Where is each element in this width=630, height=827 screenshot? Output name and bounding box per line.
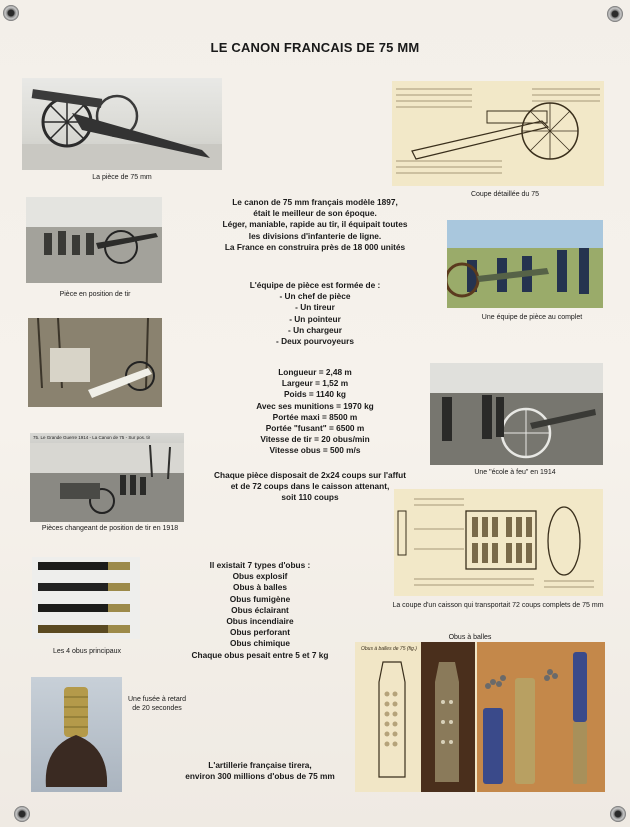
spec-line: Longueur = 2,48 m bbox=[278, 367, 352, 377]
equipe-line: - Un chef de pièce bbox=[279, 291, 351, 302]
obus-line: Chaque obus pesait entre 5 et 7 kg bbox=[191, 649, 329, 660]
photo-obus-principaux bbox=[32, 557, 140, 639]
obus-text bbox=[170, 560, 350, 661]
photo-pieces-changeant bbox=[30, 433, 184, 522]
obus-line: Obus explosif bbox=[232, 571, 288, 582]
obus-line: Obus à balles bbox=[233, 582, 287, 593]
caption-coupe: Coupe détaillée du 75 bbox=[470, 191, 540, 198]
specs-text bbox=[200, 367, 430, 457]
caption-piece: La pièce de 75 mm bbox=[92, 174, 152, 181]
caption-ecole: Une "école à feu" en 1914 bbox=[474, 469, 556, 476]
grommet-bottom-left bbox=[14, 806, 30, 822]
equipe-line: - Deux pourvoyeurs bbox=[276, 336, 354, 347]
obus-line: Il existait 7 types d'obus : bbox=[209, 560, 311, 570]
obus-line: Obus éclairant bbox=[231, 604, 289, 615]
caption-caisson: La coupe d'un caisson qui transportait 72 coups complets de 75 mm bbox=[392, 602, 604, 609]
intro-line: La France en construira près de 18 000 unités bbox=[224, 241, 406, 252]
poster-title: LE CANON FRANCAIS DE 75 MM bbox=[210, 40, 420, 55]
grommet-top-left bbox=[3, 5, 19, 21]
caption-obus-principaux: Les 4 obus principaux bbox=[52, 648, 122, 655]
photo-print-header: 75. Le Grande Guerre 1914 - La Canon de 75 - Sur pos. tir bbox=[33, 435, 151, 440]
diagram-coupe-detaillee bbox=[392, 81, 604, 186]
photo-obus-balles bbox=[355, 642, 605, 792]
spec-line: Portée "fusant" = 6500 m bbox=[265, 423, 365, 434]
photo-canon-75 bbox=[22, 78, 222, 170]
diagram-caisson bbox=[394, 489, 603, 596]
spec-line: Poids = 1140 kg bbox=[283, 389, 347, 400]
intro-line: Le canon de 75 mm français modèle 1897, bbox=[232, 197, 398, 207]
obus-line: Obus chimique bbox=[230, 638, 290, 649]
equipe-line: - Un pointeur bbox=[289, 313, 341, 324]
equipe-text bbox=[200, 280, 430, 347]
equipe-line: L'équipe de pièce est formée de : bbox=[249, 280, 381, 290]
spec-line: Avec ses munitions = 1970 kg bbox=[256, 400, 374, 411]
photo-ecole-feu bbox=[430, 363, 603, 465]
coups-line: et de 72 coups dans le caisson attenant, bbox=[230, 481, 390, 492]
caption-equipe: Une équipe de pièce au complet bbox=[481, 314, 583, 321]
spec-line: Portée maxi = 8500 m bbox=[272, 411, 358, 422]
caption-obus-balles: Obus à balles bbox=[448, 634, 492, 641]
caption-fusee bbox=[122, 695, 192, 713]
caption-position-tir: Pièce en position de tir bbox=[59, 291, 131, 298]
equipe-line: - Un tireur bbox=[295, 302, 335, 313]
photo-canon-foret bbox=[28, 318, 162, 407]
obus-line: Obus fumigène bbox=[229, 593, 291, 604]
equipe-line: - Un chargeur bbox=[288, 324, 342, 335]
spec-line: Largeur = 1,52 m bbox=[281, 378, 349, 389]
diagram-print-header: Obus à balles de 75 (fig.) bbox=[361, 646, 417, 652]
artillerie-line: environ 300 millions d'obus de 75 mm bbox=[185, 771, 335, 782]
grommet-bottom-right bbox=[610, 806, 626, 822]
photo-fusee bbox=[31, 677, 122, 792]
spec-line: Vitesse obus = 500 m/s bbox=[269, 445, 361, 456]
artillerie-line: L'artillerie française tirera, bbox=[208, 760, 312, 770]
caption-fusee-line: Une fusée à retard bbox=[128, 696, 186, 703]
coups-line: soit 110 coups bbox=[281, 492, 339, 503]
artillerie-text bbox=[170, 760, 350, 782]
obus-line: Obus perforant bbox=[230, 627, 290, 638]
caption-fusee-line: de 20 secondes bbox=[132, 705, 182, 712]
intro-line: les divisions d'infanterie de ligne. bbox=[248, 230, 382, 241]
obus-line: Obus incendiaire bbox=[226, 616, 294, 627]
caption-changeant: Pièces changeant de position de tir en 1918 bbox=[41, 525, 179, 532]
intro-text bbox=[200, 197, 430, 253]
spec-line: Vitesse de tir = 20 obus/min bbox=[260, 434, 370, 445]
coups-line: Chaque pièce disposait de 2x24 coups sur l'affut bbox=[214, 470, 406, 480]
intro-line: Léger, maniable, rapide au tir, il équipait toutes bbox=[222, 219, 408, 230]
intro-line: était le meilleur de son époque. bbox=[253, 208, 377, 219]
photo-position-tir bbox=[26, 197, 162, 283]
photo-equipe-complet bbox=[447, 220, 603, 308]
grommet-top-right bbox=[607, 6, 623, 22]
